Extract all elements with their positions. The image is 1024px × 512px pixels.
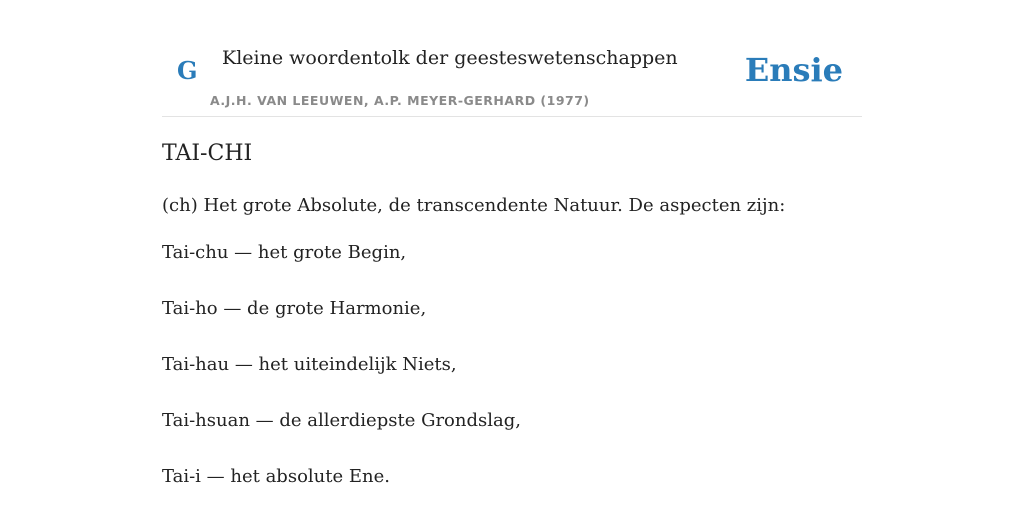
- aspect-item: Tai-hsuan — de allerdiepste Grondslag,: [162, 410, 521, 431]
- book-authors: A.J.H. VAN LEEUWEN, A.P. MEYER-GERHARD (1977): [210, 93, 590, 108]
- ensie-logo[interactable]: Ensie: [744, 51, 843, 89]
- book-title-link[interactable]: Kleine woordentolk der geesteswetenschappen: [222, 47, 678, 69]
- book-header: [162, 0, 862, 117]
- aspect-item: Tai-chu — het grote Begin,: [162, 242, 407, 263]
- book-letter-icon[interactable]: G: [177, 56, 198, 85]
- entry-definition: (ch) Het grote Absolute, de transcendente Natuur. De aspecten zijn:: [162, 195, 786, 216]
- aspect-item: Tai-hau — het uiteindelijk Niets,: [162, 354, 457, 375]
- entry-term: TAI-CHI: [162, 141, 253, 166]
- aspect-item: Tai-ho — de grote Harmonie,: [162, 298, 427, 319]
- aspect-item: Tai-i — het absolute Ene.: [162, 466, 390, 487]
